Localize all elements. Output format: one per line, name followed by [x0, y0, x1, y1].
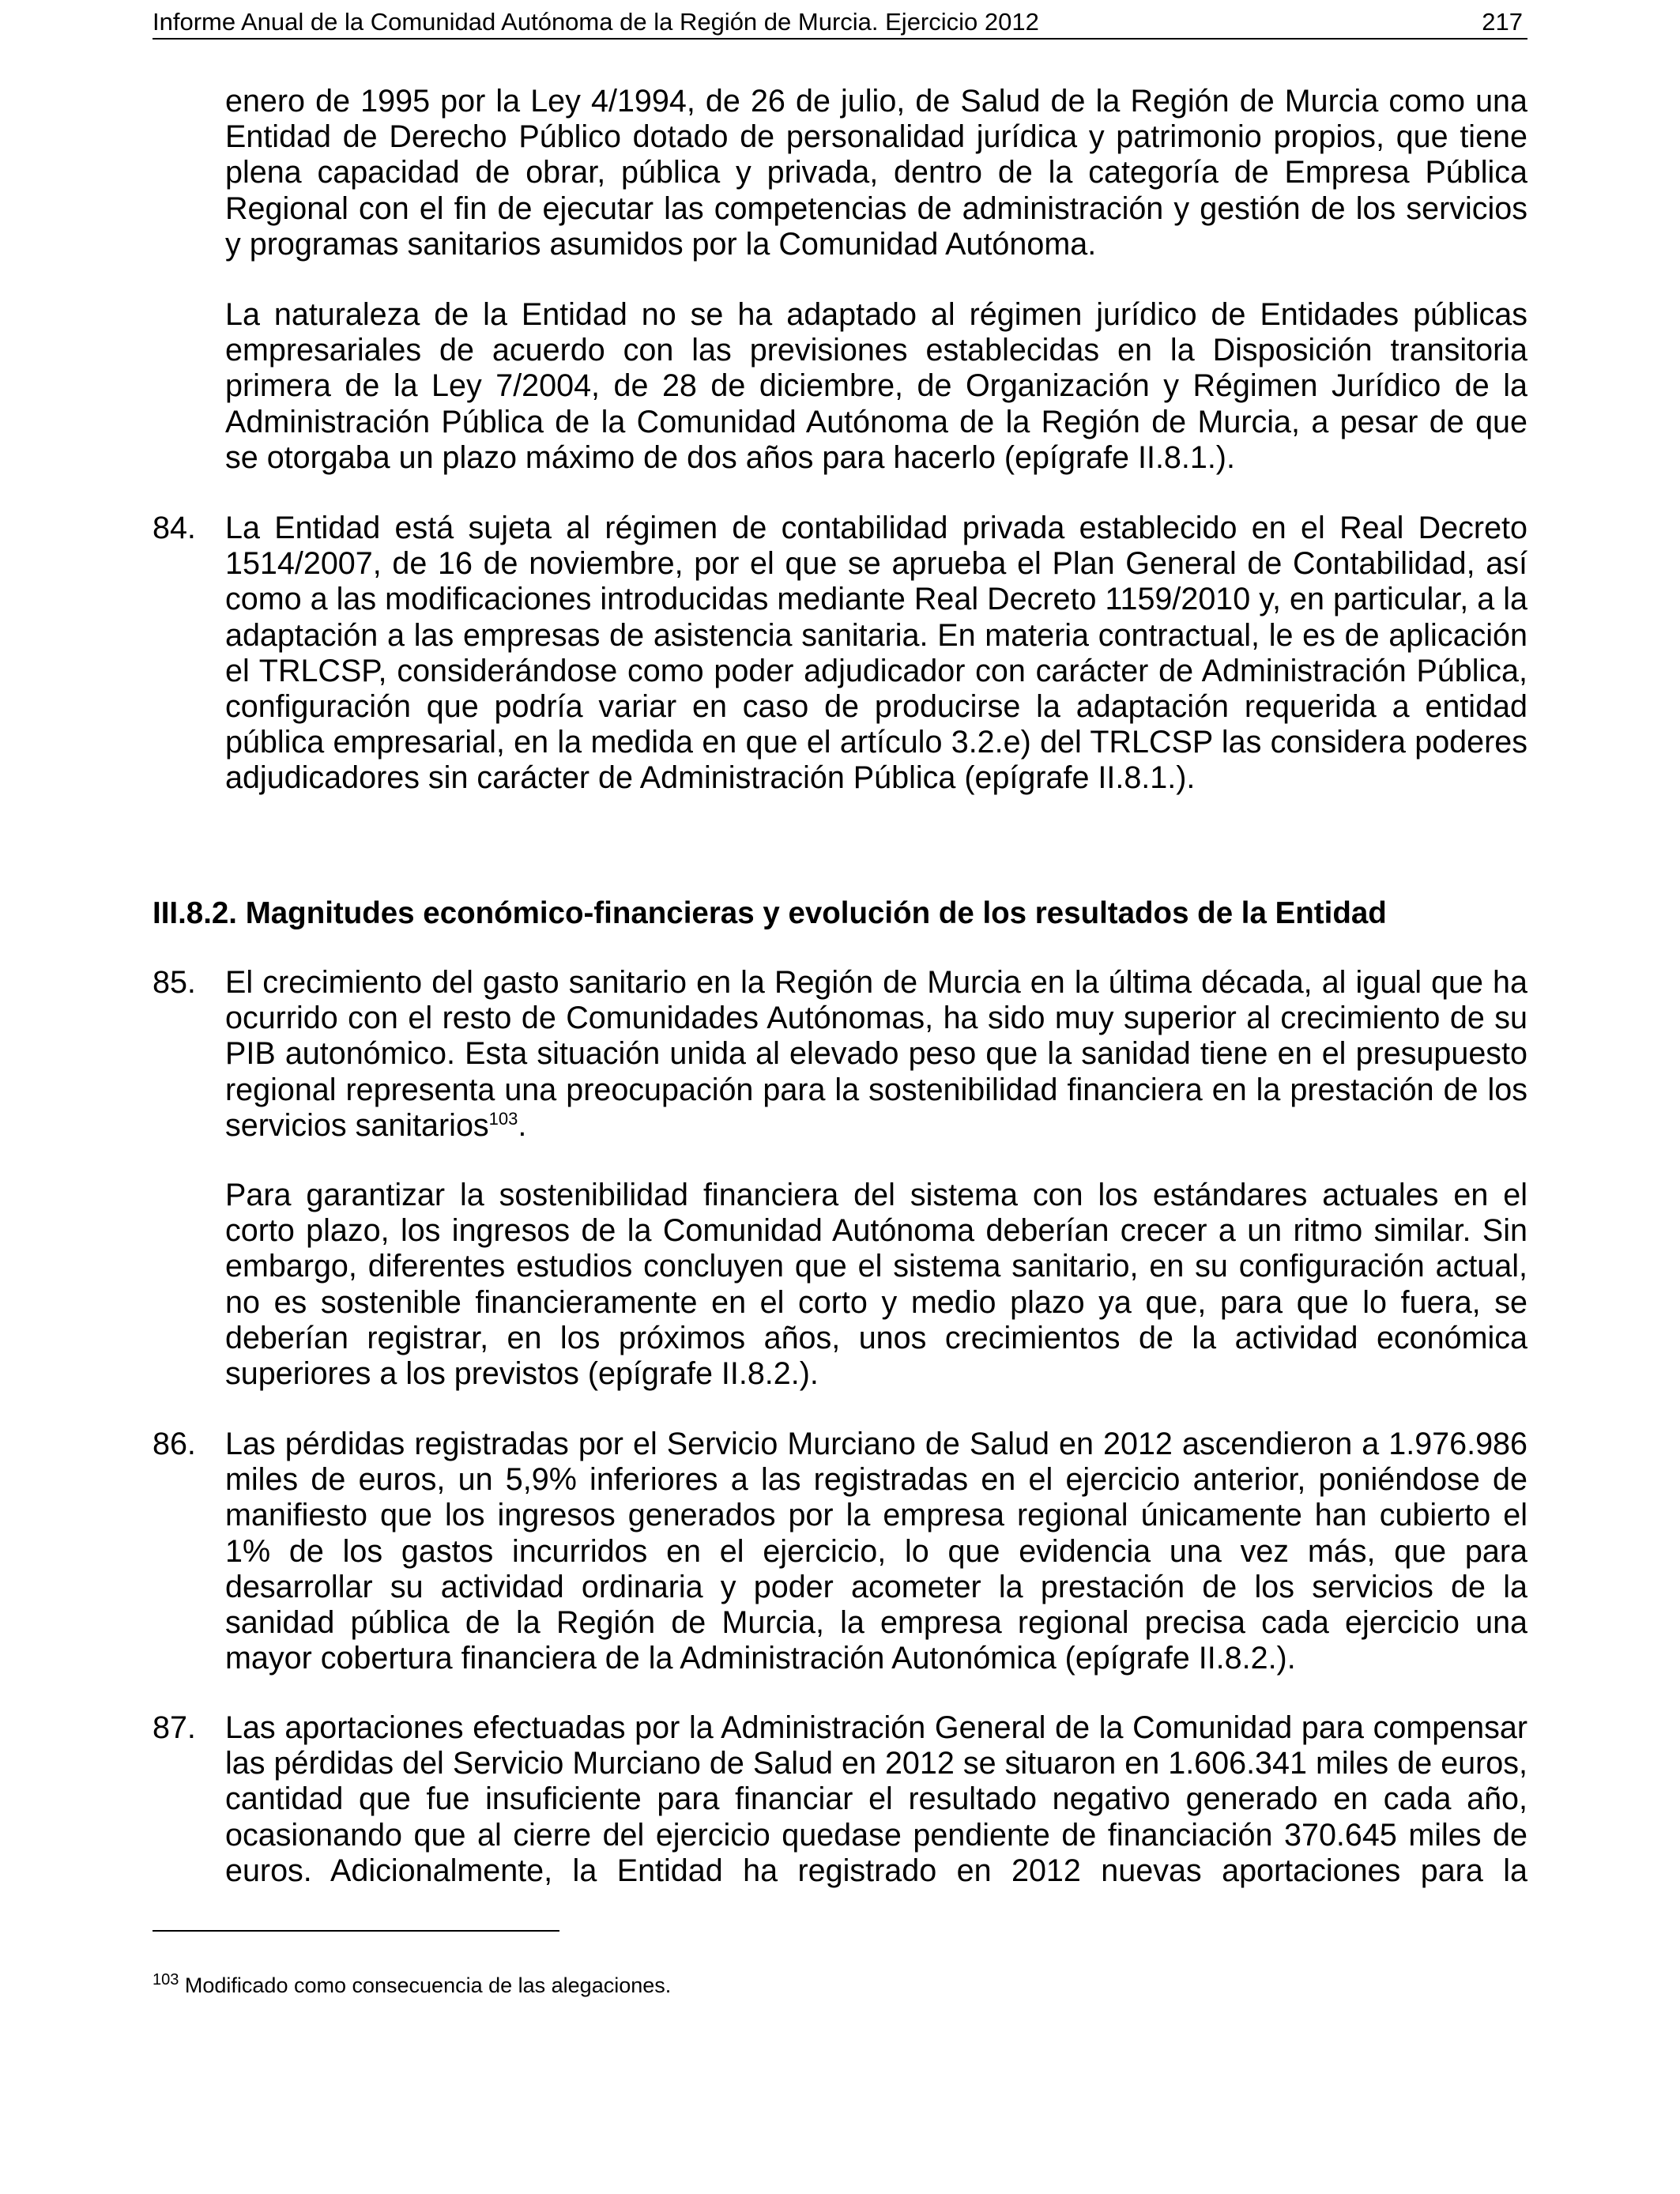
paragraph-number-86: 86.	[153, 1427, 196, 1461]
section-heading: III.8.2. Magnitudes económico-financieras y evolución de los resultados de la Entidad	[153, 896, 1387, 930]
paragraph-number-87: 87.	[153, 1710, 196, 1745]
paragraph-continuation: enero de 1995 por la Ley 4/1994, de 26 de julio, de Salud de la Región de Murcia como una Entidad de Derecho Público dotado de personalidad jurídica y patrimonio propios, que tiene plena capacidad de obrar, pública y privada, dentro de la categoría de Empresa Pública Regional con el fin de ejecutar las competencias de administración y gestión de los servicios y programas sanitarios asumidos por la Comunidad Autónoma.	[225, 84, 1527, 262]
footnote-reference[interactable]: 103	[488, 1108, 518, 1129]
paragraph-85-text: El crecimiento del gasto sanitario en la Región de Murcia en la última década, al igual que ha ocurrido con el resto de Comunidades Autónomas, ha sido muy superior al crecimiento de su PIB autonómico. Esta situación unida al elevado peso que la sanidad tiene en el presupuesto regional representa una preocupación para la sostenibilidad financiera en la prestación de los servicios sanitarios	[225, 965, 1527, 1143]
paragraph-85b: Para garantizar la sostenibilidad financiera del sistema con los estándares actuales en el corto plazo, los ingresos de la Comunidad Autónoma deberían crecer a un ritmo similar. Sin embargo, diferentes estudios concluyen que el sistema sanitario, en su configuración actual, no es sostenible financieramente en el corto y medio plazo ya que, para que lo fuera, se deberían registrar, en los próximos años, unos crecimientos de la actividad económica superiores a los previstos (epígrafe II.8.2.).	[225, 1178, 1527, 1392]
paragraph-87: Las aportaciones efectuadas por la Administración General de la Comunidad para compensar las pérdidas del Servicio Murciano de Salud en 2012 se situaron en 1.606.341 miles de euros, cantidad que fue insuficiente para financiar el resultado negativo generado en cada año, ocasionando que al cierre del ejercicio quedase pendiente de financiación 370.645 miles de euros. Adicionalmente, la Entidad ha registrado en 2012 nuevas aportaciones para la	[225, 1710, 1527, 1888]
paragraph-85-end: .	[518, 1107, 527, 1143]
paragraph-84: La Entidad está sujeta al régimen de contabilidad privada establecido en el Real Decreto 1514/2007, de 16 de noviembre, por el que se aprueba el Plan General de Contabilidad, así como a las modificaciones introducidas mediante Real Decreto 1159/2010 y, en particular, a la adaptación a las empresas de asistencia sanitaria. En materia contractual, le es de aplicación el TRLCSP, considerándose como poder adjudicador con carácter de Administración Pública, configuración que podría variar en caso de producirse la adaptación requerida a entidad pública empresarial, en la medida en que el artículo 3.2.e) del TRLCSP las considera poderes adjudicadores sin carácter de Administración Pública (epígrafe II.8.1.).	[225, 511, 1527, 796]
page-number: 217	[1482, 8, 1523, 36]
header-title: Informe Anual de la Comunidad Autónoma de la Región de Murcia. Ejercicio 2012	[153, 8, 1039, 36]
footnote-separator	[153, 1930, 559, 1932]
footnote-text: Modificado como consecuencia de las alegaciones.	[184, 1973, 672, 1997]
page-header	[153, 6, 1527, 40]
paragraph-number-85: 85.	[153, 965, 196, 1000]
paragraph-86: Las pérdidas registradas por el Servicio Murciano de Salud en 2012 ascendieron a 1.976.986 miles de euros, un 5,9% inferiores a las registradas en el ejercicio anterior, poniéndose de manifiesto que los ingresos generados por la empresa regional únicamente han cubierto el 1% de los gastos incurridos en el ejercicio, lo que evidencia una vez más, que para desarrollar su actividad ordinaria y poder acometer la prestación de los servicios de la sanidad pública de la Región de Murcia, la empresa regional precisa cada ejercicio una mayor cobertura financiera de la Administración Autonómica (epígrafe II.8.2.).	[225, 1427, 1527, 1676]
paragraph-85	[225, 965, 1527, 1144]
footnote-number: 103	[153, 1971, 179, 1989]
paragraph-naturaleza: La naturaleza de la Entidad no se ha adaptado al régimen jurídico de Entidades públicas empresariales de acuerdo con las previsiones establecidas en la Disposición transitoria primera de la Ley 7/2004, de 28 de diciembre, de Organización y Régimen Jurídico de la Administración Pública de la Comunidad Autónoma de la Región de Murcia, a pesar de que se otorgaba un plazo máximo de dos años para hacerlo (epígrafe II.8.1.).	[225, 297, 1527, 475]
footnote	[153, 1971, 671, 2000]
paragraph-number-84: 84.	[153, 511, 196, 545]
